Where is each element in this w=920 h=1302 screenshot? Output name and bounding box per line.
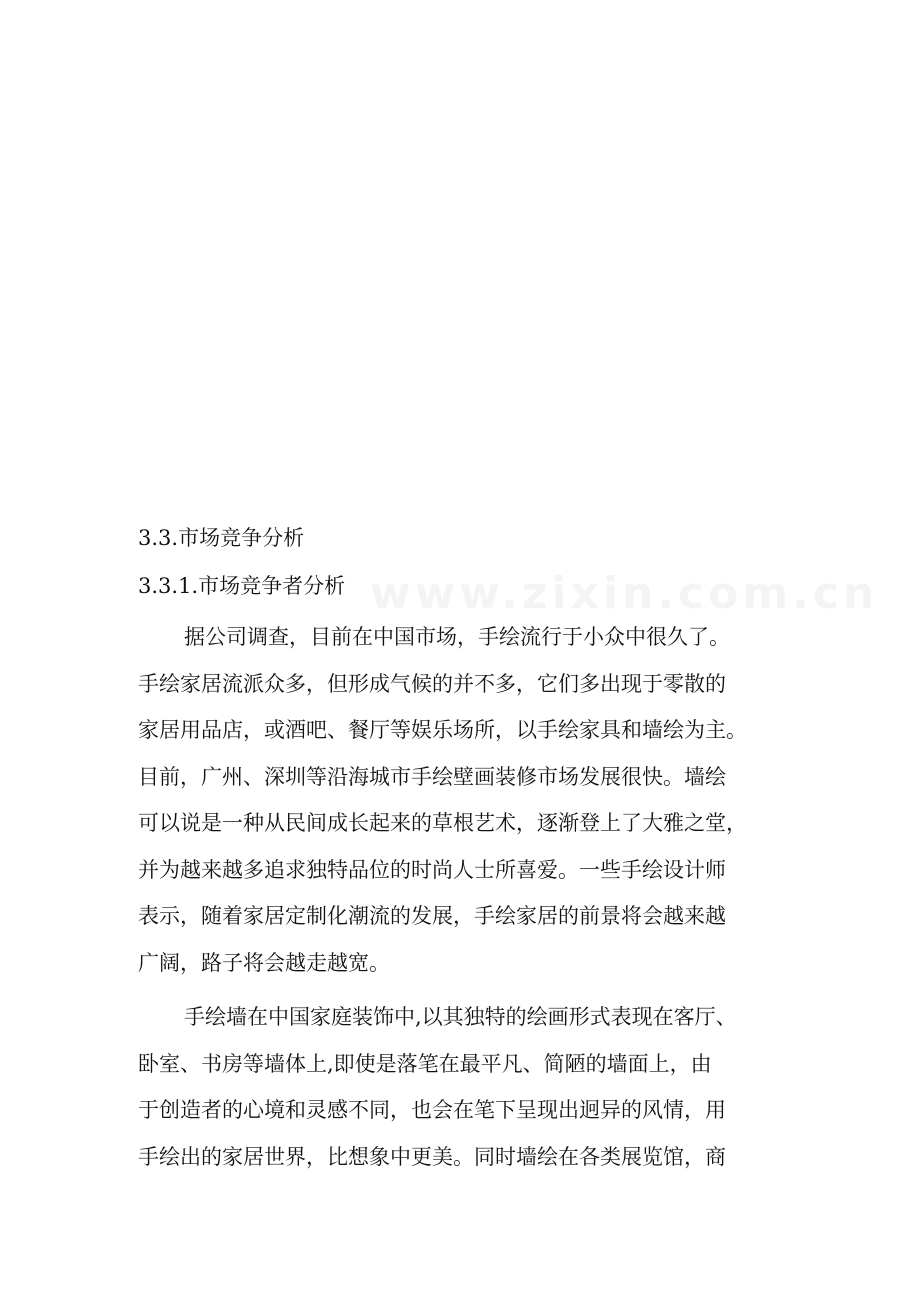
paragraph-line: 目前，广州、深圳等沿海城市手绘壁画装修市场发展很快。墙绘 (138, 764, 726, 789)
paragraph-line: 可以说是一种从民间成长起来的草根艺术，逐渐登上了大雅之堂， (138, 811, 747, 835)
paragraph-line: 卧室、书房等墙体上,即使是落笔在最平凡、简陋的墙面上，由 (138, 1051, 712, 1076)
paragraph-line: 于创造者的心境和灵感不同，也会在笔下呈现出迥异的风情，用 (138, 1098, 726, 1122)
paragraph-line: 据公司调查，目前在中国市场，手绘流行于小众中很久了。 (184, 625, 730, 649)
paragraph-line: 手绘出的家居世界，比想象中更美。同时墙绘在各类展览馆，商 (138, 1144, 726, 1169)
paragraph-line: 表示，随着家居定制化潮流的发展，手绘家居的前景将会越来越 (138, 904, 726, 928)
paragraph-line: 手绘家居流派众多，但形成气候的并不多，它们多出现于零散的 (138, 671, 726, 696)
paragraph-line: 并为越来越多追求独特品位的时尚人士所喜爱。一些手绘设计师 (138, 857, 726, 882)
section-heading: 3.3.市场竞争分析 (138, 526, 305, 550)
paragraph-line: 家居用品店，或酒吧、餐厅等娱乐场所，以手绘家具和墙绘为主。 (138, 718, 747, 742)
paragraph-1 (138, 614, 800, 986)
paragraph-line: 手绘墙在中国家庭装饰中,以其独特的绘画形式表现在客厅、 (184, 1005, 737, 1029)
document-body (138, 518, 800, 1180)
paragraph-line: 广阔，路子将会越走越宽。 (138, 950, 390, 975)
subsection-heading: 3.3.1.市场竞争者分析 (138, 574, 346, 598)
paragraph-2 (138, 994, 800, 1180)
